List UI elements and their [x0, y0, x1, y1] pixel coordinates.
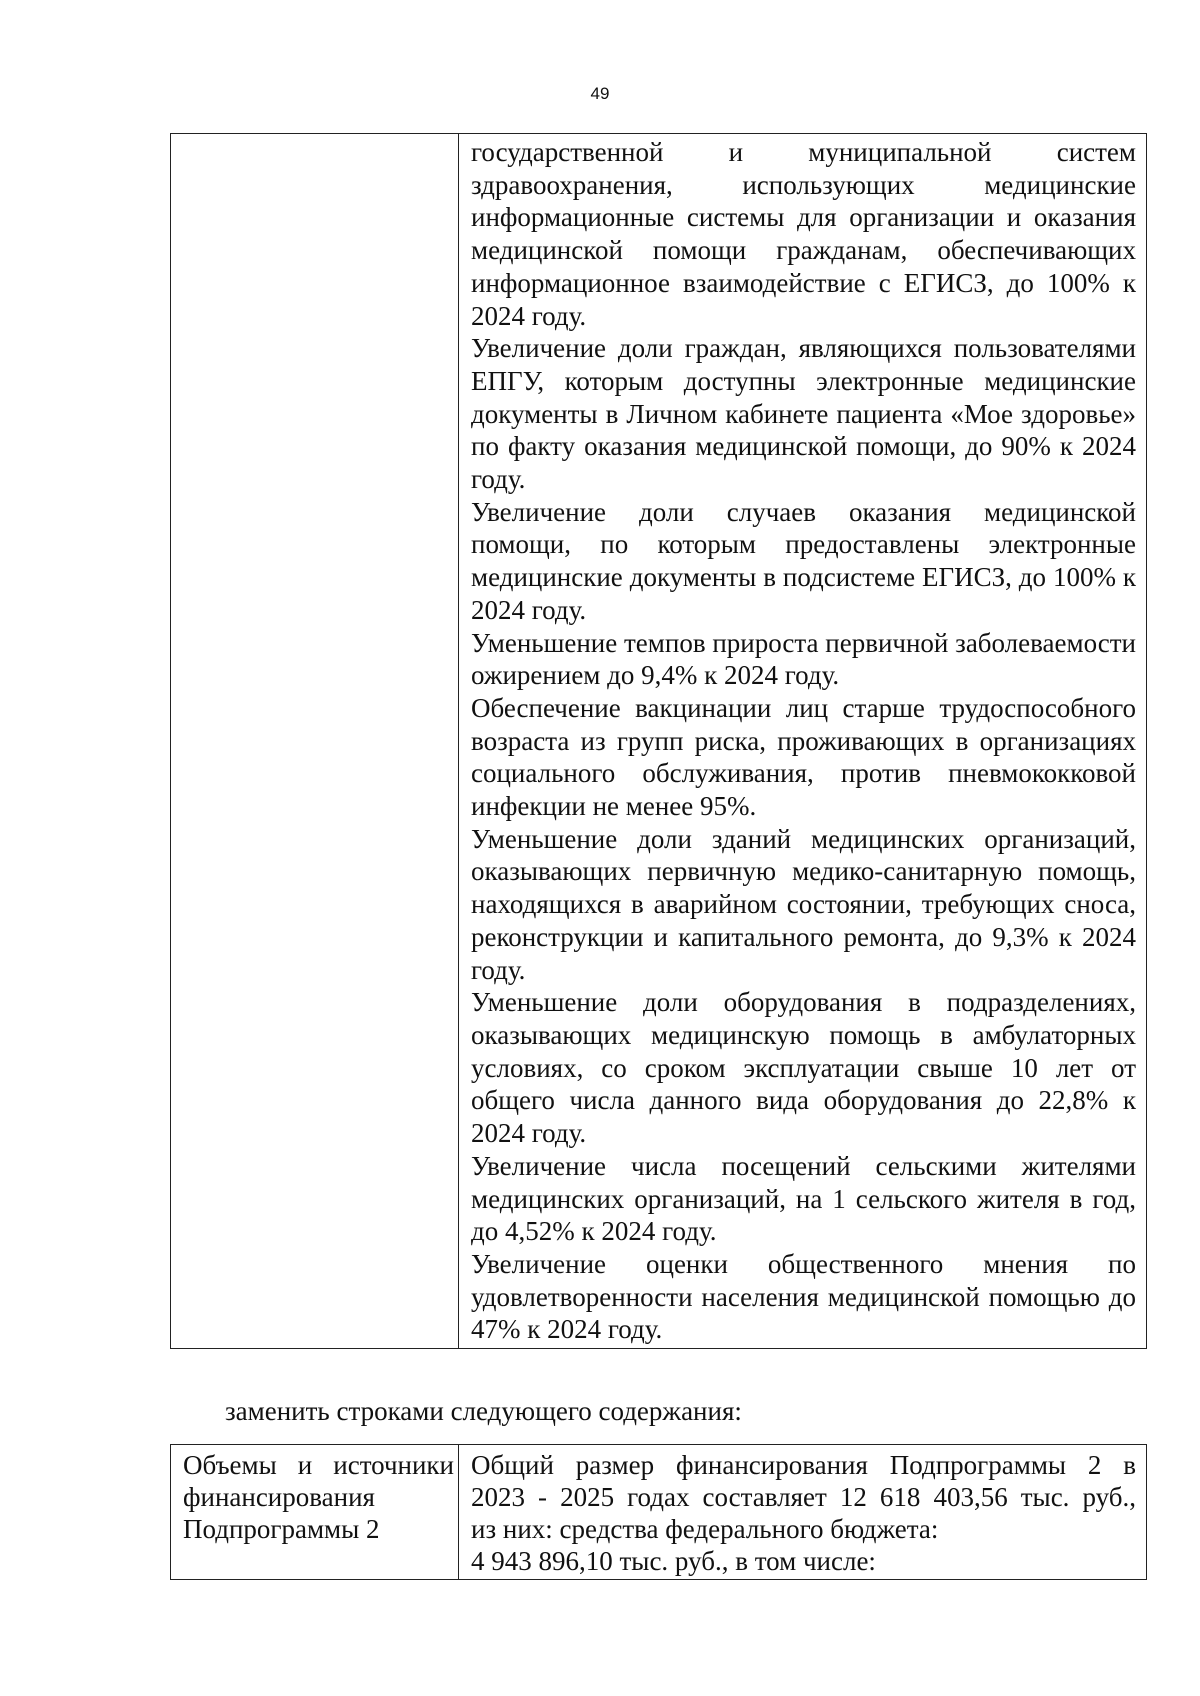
result-paragraph-2: Увеличение доли граждан, являющихся пользователями ЕПГУ, которым доступны электронные медицинские документы в Личном кабинете пациента «Мое здоровье» по факту оказания медицинской помощи, до 90% к 2024 году.	[471, 333, 1136, 495]
table-row	[171, 134, 1147, 1349]
financing-line-1: Общий размер финансирования Подпрограммы 2 в	[471, 1450, 1136, 1480]
result-paragraph-3: Увеличение доли случаев оказания медицинской помощи, по которым предоставлены электронные медицинские документы в подсистеме ЕГИСЗ, до 100% к 2024 году.	[471, 496, 1136, 625]
replacement-intro: заменить строками следующего содержания:	[225, 1396, 742, 1426]
label-line-2: финансирования	[183, 1482, 375, 1512]
table-cell-content	[459, 1445, 1147, 1580]
financing-line-4: 4 943 896,10 тыс. руб., в том числе:	[471, 1546, 876, 1576]
table-cell-label	[171, 1445, 459, 1580]
result-paragraph-1: государственной и муниципальной систем здравоохранения, использующих медицинские информационные системы для организации и оказания медицинской помощи гражданам, обеспечивающих информационное взаимодействие с ЕГИСЗ, до 100% к 2024 году.	[471, 137, 1136, 331]
table-cell-content	[459, 134, 1147, 1349]
table-cell-label	[171, 134, 459, 1349]
table-row	[171, 1445, 1147, 1580]
financing-label	[171, 1445, 458, 1549]
expected-results	[459, 134, 1146, 1348]
result-paragraph-4: Уменьшение темпов прироста первичной заболеваемости ожирением до 9,4% к 2024 году.	[471, 627, 1136, 691]
result-paragraph-6: Уменьшение доли зданий медицинских организаций, оказывающих первичную медико-санитарную помощь, находящихся в аварийном состоянии, требующих сноса, реконструкции и капитального ремонта, до 9,3% к 2024 году.	[471, 823, 1136, 985]
result-paragraph-8: Увеличение числа посещений сельскими жителями медицинских организаций, на 1 сельского жителя в год, до 4,52% к 2024 году.	[471, 1150, 1136, 1247]
financing-table	[170, 1444, 1147, 1580]
result-paragraph-7: Уменьшение доли оборудования в подразделениях, оказывающих медицинскую помощь в амбулаторных условиях, со сроком эксплуатации свыше 10 лет от общего числа данного вида оборудования до 22,8% к 2024 году.	[471, 987, 1136, 1149]
result-paragraph-9: Увеличение оценки общественного мнения по удовлетворенности населения медицинской помощью до 47% к 2024 году.	[471, 1248, 1136, 1345]
result-paragraph-5: Обеспечение вакцинации лиц старше трудоспособного возраста из групп риска, проживающих в организациях социального обслуживания, против пневмококковой инфекции не менее 95%.	[471, 692, 1136, 822]
financing-line-2: 2023 - 2025 годах составляет 12 618 403,56 тыс. руб.,	[471, 1482, 1136, 1512]
financing-description	[459, 1445, 1146, 1579]
label-line-1: Объемы и источники	[183, 1450, 454, 1480]
criteria-table	[170, 133, 1147, 1349]
page-number: 49	[590, 84, 610, 103]
label-line-3: Подпрограммы 2	[183, 1514, 380, 1544]
financing-line-3: из них: средства федерального бюджета:	[471, 1514, 939, 1544]
